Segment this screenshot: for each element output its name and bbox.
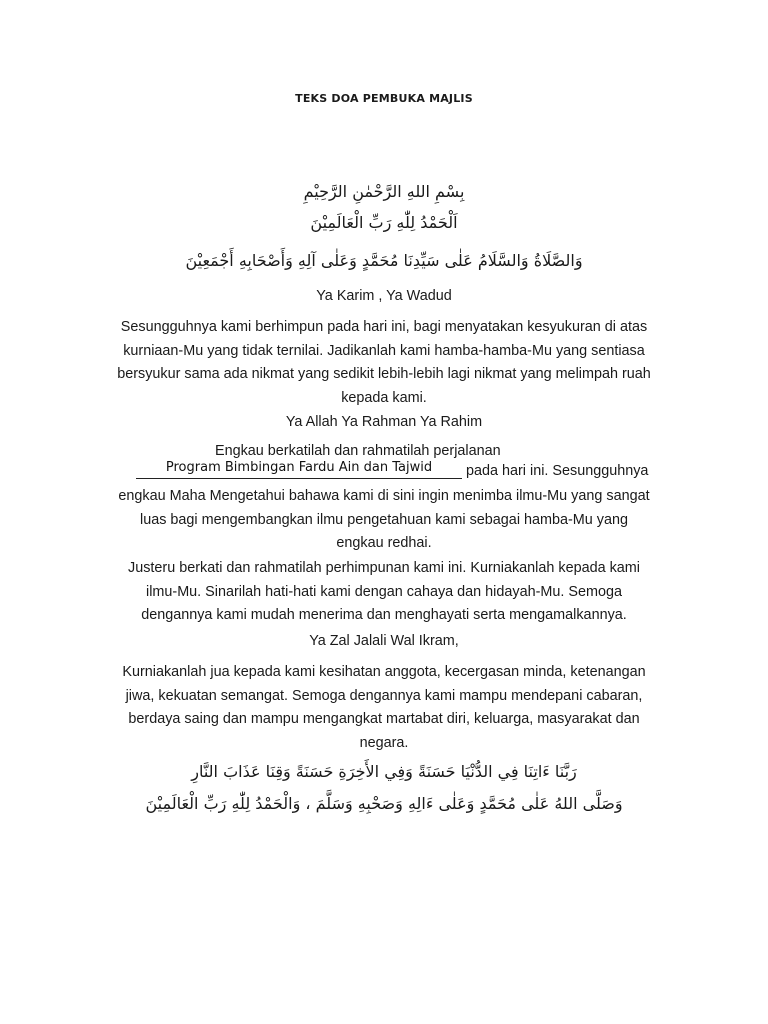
invocation-karim-wadud: Ya Karim , Ya Wadud [316, 288, 452, 304]
arabic-salawat: وَالصَّلَاةُ وَالسَّلَامُ عَلٰى سَيِّدِنَا مُحَمَّدٍ وَعَلٰى آلِهِ وَأَصْحَابِهِ أَجْمَعِيْنَ [185, 251, 583, 270]
document-title: TEKS DOA PEMBUKA MAJLIS [295, 92, 473, 105]
paragraph-line: engkau redhai. [336, 535, 432, 551]
paragraph-blessing-continuation: pada hari ini. Sesungguhnya [466, 463, 649, 479]
paragraph-line: dengannya kami mudah menerima dan menghayati serta mengamalkannya. [141, 607, 627, 623]
invocation-zal-jalali: Ya Zal Jalali Wal Ikram, [309, 633, 459, 649]
paragraph-gathering [94, 557, 674, 628]
paragraph-line: jiwa, kekuatan semangat. Semoga dengannya kami mampu mendepani cabaran, [125, 687, 643, 704]
arabic-hamdalah: اَلْحَمْدُ لِلّٰهِ رَبِّ الْعَالَمِيْنَ [310, 213, 458, 232]
paragraph-line: Kurniakanlah jua kepada kami kesihatan anggota, kecergasan minda, ketenangan [122, 664, 646, 680]
arabic-rabbana: رَبَّنَا ءَاتِنَا فِي الدُّنْيَا حَسَنَةً وَفِي الأَخِرَةِ حَسَنَةً وَقِنَا عَذَابَ النَّارِ [191, 762, 577, 781]
paragraph-gratitude [94, 316, 674, 410]
paragraph-line: engkau Maha Mengetahui bahawa kami di sini ingin menimba ilmu-Mu yang sangat [118, 488, 650, 504]
paragraph-blessing-intro: Engkau berkatilah dan rahmatilah perjalanan [215, 443, 501, 459]
paragraph-line: ilmu-Mu. Sinarilah hati-hati kami dengan cahaya dan hidayah-Mu. Semoga [146, 583, 622, 600]
program-name-fill-line: Program Bimbingan Fardu Ain dan Tajwid [136, 458, 462, 479]
paragraph-blessing-rest [94, 485, 674, 556]
paragraph-strength [94, 661, 674, 755]
paragraph-line: kepada kami. [341, 389, 427, 406]
arabic-closing-salawat: وَصَلَّى اللهُ عَلٰى مُحَمَّدٍ وَعَلٰى ءَالِهِ وَصَحْبِهِ وَسَلَّمَ ، وَالْحَمْدُ لِلّٰهِ رَبِّ الْعَالَمِيْنَ [145, 794, 623, 813]
paragraph-line: bersyukur sama ada nikmat yang sedikit lebih-lebih lagi nikmat yang melimpah ruah [117, 366, 651, 382]
invocation-allah-rahman-rahim: Ya Allah Ya Rahman Ya Rahim [285, 414, 483, 430]
arabic-basmalah: بِسْمِ اللهِ الرَّحْمٰنِ الرَّحِيْمِ [303, 182, 465, 201]
paragraph-line: kurniaan-Mu yang tidak ternilai. Jadikanlah kami hamba-hamba-Mu yang sentiasa [123, 342, 645, 359]
paragraph-line: Sesungguhnya kami berhimpun pada hari ini, bagi menyatakan kesyukuran di atas [120, 319, 648, 335]
paragraph-line: berdaya saing dan mampu mengangkat martabat diri, keluarga, masyarakat dan [128, 711, 640, 727]
paragraph-line: Justeru berkati dan rahmatilah perhimpunan kami ini. Kurniakanlah kepada kami [128, 560, 640, 576]
paragraph-line: luas bagi mengembangkan ilmu pengetahuan kami sebagai hamba-Mu yang [140, 511, 628, 528]
paragraph-line: negara. [359, 734, 409, 751]
